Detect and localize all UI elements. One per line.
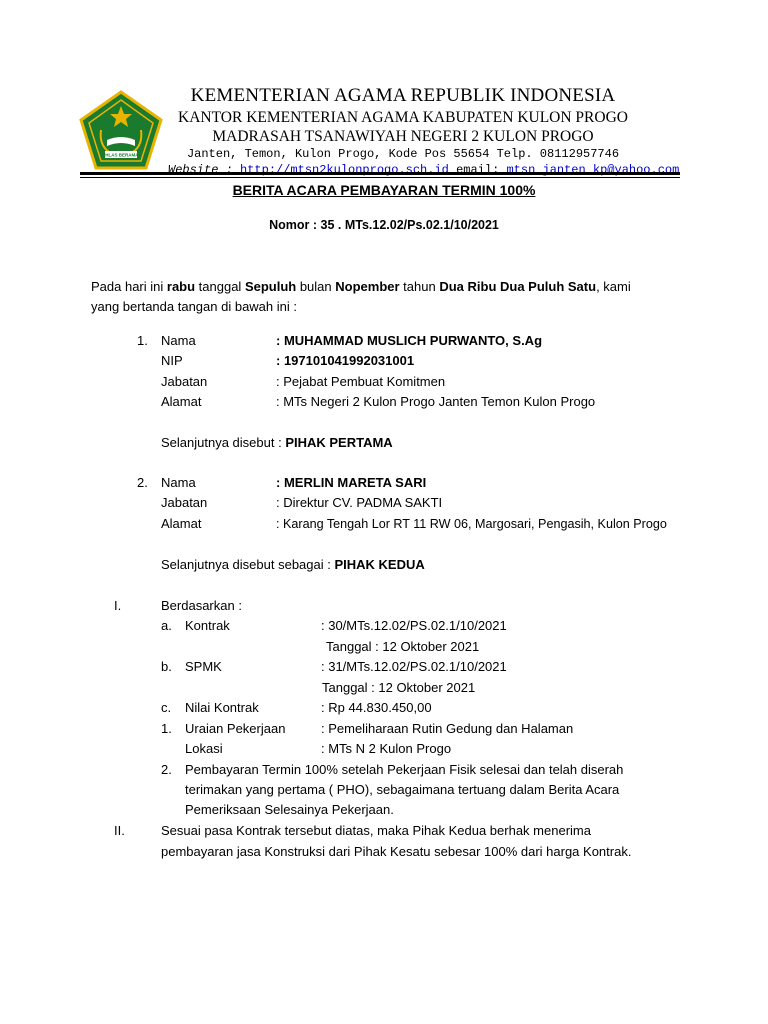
spmk-letter: b.: [161, 659, 172, 674]
party2-value-nama: : MERLIN MARETA SARI: [276, 475, 427, 490]
lokasi-value: : MTs N 2 Kulon Progo: [321, 741, 452, 756]
kemenag-logo-icon: [79, 90, 163, 170]
office-name: KANTOR KEMENTERIAN AGAMA KABUPATEN KULON PROGO: [178, 109, 628, 126]
intro-line-2: yang bertanda tangan di bawah ini :: [91, 299, 297, 314]
party1-value-alamat: : MTs Negeri 2 Kulon Progo Janten Temon Kulon Progo: [276, 394, 596, 409]
party1-label-nip: NIP: [161, 353, 183, 368]
party1-value-nip: : 197101041992031001: [276, 353, 415, 368]
kontrak-value: : 30/MTs.12.02/PS.02.1/10/2021: [321, 618, 507, 633]
party2-value-alamat: : Karang Tengah Lor RT 11 RW 06, Margosari, Pengasih, Kulon Progo: [276, 517, 667, 531]
contact-line: [168, 162, 680, 178]
spmk-value: : 31/MTs.12.02/PS.02.1/10/2021: [321, 659, 507, 674]
item2-line-2: terimakan yang pertama ( PHO), sebagaimana tertuang dalam Berita Acara: [185, 782, 620, 797]
party2-value-jabatan: : Direktur CV. PADMA SAKTI: [276, 495, 443, 510]
party1-label-jabatan: Jabatan: [161, 374, 208, 389]
letterhead-rule-thin: [80, 177, 680, 178]
section2-line-1: Sesuai pasa Kontrak tersebut diatas, maka Pihak Kedua berhak menerima: [161, 823, 591, 838]
nilai-value: : Rp 44.830.450,00: [321, 700, 432, 715]
party1-referred: Selanjutnya disebut : PIHAK PERTAMA: [161, 435, 393, 450]
item2-line-3: Pemeriksaan Selesainya Pekerjaan.: [185, 802, 394, 817]
item2-line-1: Pembayaran Termin 100% setelah Pekerjaan Fisik selesai dan telah diserah: [185, 762, 624, 777]
section1-numeral: I.: [114, 598, 122, 613]
letterhead-rule-thick: [80, 172, 680, 175]
kontrak-label: Kontrak: [185, 618, 230, 633]
website-label: Website :: [168, 163, 233, 177]
party2-referred: Selanjutnya disebut sebagai : PIHAK KEDUA: [161, 557, 425, 572]
kontrak-letter: a.: [161, 618, 172, 633]
section1-heading: Berdasarkan :: [161, 598, 242, 613]
party1-number: 1.: [137, 333, 148, 348]
school-address: Janten, Temon, Kulon Progo, Kode Pos 55654 Telp. 08112957746: [186, 147, 620, 161]
document-number: Nomor : 35 . MTs.12.02/Ps.02.1/10/2021: [269, 218, 499, 232]
party2-label-nama: Nama: [161, 475, 196, 490]
party1-label-nama: Nama: [161, 333, 196, 348]
website-link[interactable]: http://mtsn2kulonprogo.sch.id: [240, 163, 449, 177]
school-name: MADRASAH TSANAWIYAH NEGERI 2 KULON PROGO: [212, 128, 594, 145]
letterhead: [168, 84, 680, 178]
kontrak-date: Tanggal : 12 Oktober 2021: [326, 639, 480, 654]
section2-numeral: II.: [114, 823, 125, 838]
party1-label-alamat: Alamat: [161, 394, 202, 409]
uraian-value: : Pemeliharaan Rutin Gedung dan Halaman: [321, 721, 574, 736]
nilai-letter: c.: [161, 700, 172, 715]
spmk-label: SPMK: [185, 659, 222, 674]
party2-label-jabatan: Jabatan: [161, 495, 208, 510]
party1-value-nama: : MUHAMMAD MUSLICH PURWANTO, S.Ag: [276, 333, 543, 348]
uraian-label: Uraian Pekerjaan: [185, 721, 286, 736]
item2-number: 2.: [161, 762, 172, 777]
ministry-name: KEMENTERIAN AGAMA REPUBLIK INDONESIA: [190, 85, 616, 106]
party2-number: 2.: [137, 475, 148, 490]
email-link[interactable]: mtsn_janten_kp@yahoo.com: [506, 163, 680, 177]
intro-line-1: Pada hari ini rabu tanggal Sepuluh bulan Nopember tahun Dua Ribu Dua Puluh Satu, kami: [91, 279, 631, 294]
document-title: BERITA ACARA PEMBAYARAN TERMIN 100%: [232, 182, 536, 198]
party1-value-jabatan: : Pejabat Pembuat Komitmen: [276, 374, 446, 389]
uraian-number: 1.: [161, 721, 172, 736]
lokasi-label: Lokasi: [185, 741, 223, 756]
party2-label-alamat: Alamat: [161, 516, 202, 531]
email-label: email:: [456, 163, 500, 177]
nilai-label: Nilai Kontrak: [185, 700, 259, 715]
svg-text:IKHLAS BERAMAL: IKHLAS BERAMAL: [100, 152, 142, 158]
spmk-date: Tanggal : 12 Oktober 2021: [322, 680, 476, 695]
section2-line-2: pembayaran jasa Konstruksi dari Pihak Kesatu sebesar 100% dari harga Kontrak.: [161, 844, 632, 859]
